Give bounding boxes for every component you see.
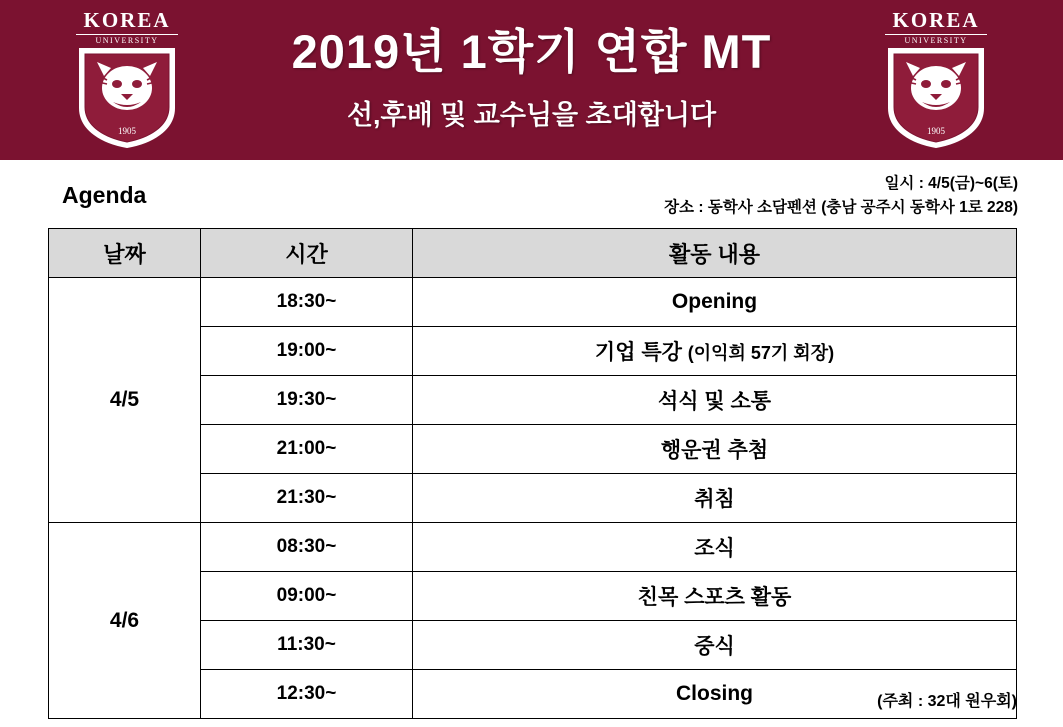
cell-date: 4/5: [49, 278, 201, 523]
cell-activity: [413, 621, 1017, 670]
tiger-shield-icon-right: [886, 46, 986, 150]
column-header-date: 날짜: [49, 229, 201, 278]
agenda-label: Agenda: [62, 182, 147, 208]
table-row: [49, 278, 1017, 327]
activity-text: Closing: [676, 682, 753, 705]
logo-university-text-right: UNIVERSITY: [904, 36, 968, 45]
logo-korea-text-right: KOREA: [892, 8, 980, 32]
poster-title: 2019년 1학기 연합 MT: [291, 25, 772, 78]
info-row: [0, 160, 1063, 228]
cell-activity: [413, 376, 1017, 425]
event-place-line: 장소 : 동학사 소담펜션 (충남 공주시 동학사 1로 228): [664, 199, 1018, 217]
cell-time: 09:00~: [201, 572, 413, 621]
organizer-note: (주최 : 32대 원우회): [877, 693, 1017, 710]
cell-activity: [413, 278, 1017, 327]
cell-time: 21:30~: [201, 474, 413, 523]
logo-wordmark-left: [68, 10, 186, 45]
activity-text: 중식: [694, 635, 735, 658]
activity-text: 조식: [694, 537, 735, 560]
logo-rule-right: [885, 34, 986, 35]
activity-text: 기업 특강: [594, 341, 682, 364]
agenda-table-head: [49, 229, 1017, 278]
cell-activity: [413, 425, 1017, 474]
activity-text: 친목 스포츠 활동: [637, 586, 792, 609]
logo-wordmark-right: [877, 10, 995, 45]
cell-time: 08:30~: [201, 523, 413, 572]
activity-text: 취침: [694, 488, 735, 511]
logo-year-left: 1905: [118, 126, 136, 136]
event-date-line: 일시 : 4/5(금)~6(토): [884, 175, 1018, 192]
cell-time: 11:30~: [201, 621, 413, 670]
agenda-table-wrapper: [48, 228, 1016, 719]
tiger-shield-icon-left: [77, 46, 177, 150]
activity-text: Opening: [671, 290, 758, 313]
logo-rule-left: [76, 34, 177, 35]
activity-subtext: (이익희 57기 회장): [687, 343, 835, 363]
cell-time: 19:00~: [201, 327, 413, 376]
event-meta: [664, 172, 1018, 220]
korea-university-logo-left: [68, 10, 186, 152]
cell-time: 18:30~: [201, 278, 413, 327]
logo-year-right: 1905: [927, 126, 945, 136]
activity-text: 석식 및 소통: [657, 390, 772, 413]
korea-university-logo-right: [877, 10, 995, 152]
agenda-table: [48, 228, 1017, 719]
cell-time: 19:30~: [201, 376, 413, 425]
agenda-table-body: [49, 278, 1017, 719]
activity-text: 행운권 추첨: [660, 439, 769, 462]
table-header-row: [49, 229, 1017, 278]
logo-korea-text-left: KOREA: [83, 8, 171, 32]
cell-activity: [413, 474, 1017, 523]
column-header-activity: 활동 내용: [413, 229, 1017, 278]
cell-time: 12:30~: [201, 670, 413, 719]
cell-time: 21:00~: [201, 425, 413, 474]
header-banner: [0, 0, 1063, 160]
logo-university-text-left: UNIVERSITY: [95, 36, 159, 45]
cell-activity: [413, 523, 1017, 572]
cell-activity: [413, 327, 1017, 376]
table-row: [49, 523, 1017, 572]
column-header-time: 시간: [201, 229, 413, 278]
cell-activity: [413, 572, 1017, 621]
cell-date: 4/6: [49, 523, 201, 719]
poster-subtitle: 선,후배 및 교수님을 초대합니다: [346, 100, 717, 130]
